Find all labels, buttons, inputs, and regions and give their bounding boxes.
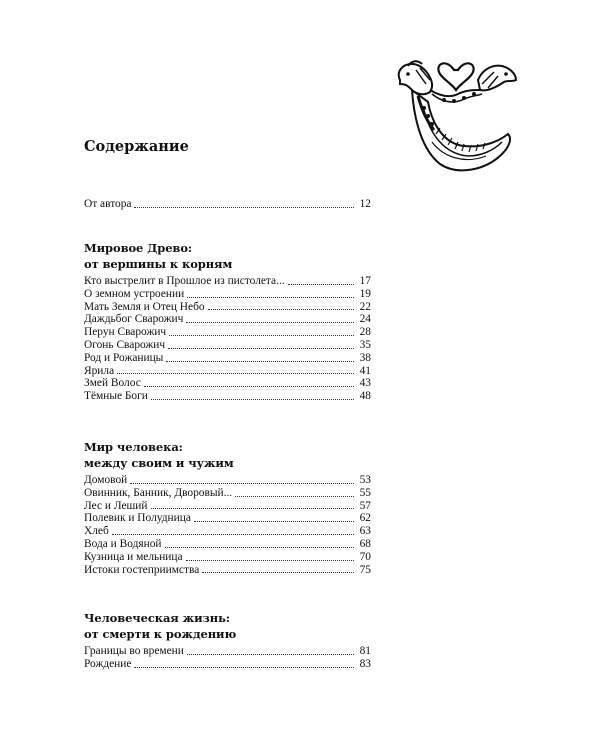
toc-entry-page: 38 <box>359 351 371 364</box>
toc-leader-dots <box>134 206 354 208</box>
toc-entry-title: Кто выстрелит в Прошлое из пистолета... <box>84 275 285 287</box>
toc-section-tree <box>84 241 371 403</box>
toc-leader-dots <box>151 507 355 509</box>
toc-entry[interactable] <box>84 487 371 500</box>
toc-entry[interactable] <box>84 288 371 301</box>
toc-entry[interactable] <box>84 377 371 390</box>
toc-entry-title: Кузница и мельница <box>84 550 183 563</box>
toc-entry[interactable] <box>84 339 371 352</box>
toc-entry-title: Даждьбог Сварожич <box>84 313 184 326</box>
toc-entry-page: 70 <box>359 550 371 563</box>
toc-entry[interactable] <box>84 275 371 288</box>
toc-leader-dots <box>186 321 354 323</box>
toc-entry[interactable] <box>84 658 371 671</box>
section-subheading: между своим и чужим <box>84 456 234 470</box>
toc-entry-title: Мать Земля и Отец Небо <box>84 300 205 313</box>
toc-entry[interactable] <box>84 390 371 403</box>
toc-entry-page: 81 <box>359 645 371 657</box>
toc-entry-title: Змей Волос <box>84 377 141 390</box>
section-subheading: от вершины к корням <box>84 257 233 271</box>
toc-entry[interactable] <box>84 512 371 525</box>
toc-entry-title: Рождение <box>84 657 132 670</box>
section-subheading: от смерти к рождению <box>84 627 237 641</box>
page-title: Содержание <box>84 138 189 155</box>
toc-entry-page: 28 <box>359 326 371 339</box>
horse-boat-ornament-icon <box>378 50 538 180</box>
section-heading: Человеческая жизнь: <box>84 611 230 625</box>
toc-entry[interactable] <box>84 525 371 538</box>
section-heading: Мир человека: <box>84 440 183 454</box>
toc-leader-dots <box>144 385 354 387</box>
toc-leader-dots <box>187 653 354 655</box>
toc-entry[interactable] <box>84 474 371 487</box>
toc-leader-dots <box>194 520 354 522</box>
toc-entry-page: 19 <box>359 287 371 300</box>
toc-entry[interactable] <box>84 551 371 564</box>
toc-entry-page: 17 <box>359 275 371 287</box>
toc-entry-page: 41 <box>359 364 371 377</box>
toc-entry[interactable] <box>84 313 371 326</box>
toc-leader-dots <box>112 533 354 535</box>
toc-entry-page: 57 <box>359 499 371 512</box>
toc-leader-dots <box>288 283 354 285</box>
toc-entry-page: 63 <box>359 525 371 538</box>
toc-entry[interactable] <box>84 564 371 577</box>
section-heading: Мировое Древо: <box>84 241 193 255</box>
toc-entry-page: 12 <box>359 198 371 210</box>
toc-entry-title: От автора <box>84 198 132 210</box>
toc-leader-dots <box>166 360 354 362</box>
toc-leader-dots <box>168 347 354 349</box>
toc-section-man <box>84 440 371 576</box>
toc-leader-dots <box>130 482 354 484</box>
toc-entry-title: О земном устроении <box>84 287 185 300</box>
toc-entry-title: Лес и Леший <box>84 499 148 512</box>
toc-entry-page: 24 <box>359 313 371 326</box>
toc-leader-dots <box>208 308 354 310</box>
toc-entry-title: Истоки гостеприимства <box>84 563 200 576</box>
toc-entry[interactable] <box>84 538 371 551</box>
toc-leader-dots <box>235 495 354 497</box>
toc-entry-page: 53 <box>359 474 371 486</box>
toc-entry-page: 43 <box>359 377 371 390</box>
toc-entry-page: 68 <box>359 537 371 550</box>
toc-leader-dots <box>117 372 354 374</box>
toc-leader-dots <box>202 571 354 573</box>
toc-entry-page: 48 <box>359 390 371 403</box>
toc-leader-dots <box>151 398 354 400</box>
toc-section-life <box>84 611 371 671</box>
toc-leader-dots <box>186 559 354 561</box>
toc-leader-dots <box>169 334 354 336</box>
toc-entry-page: 35 <box>359 338 371 351</box>
toc-entry[interactable] <box>84 352 371 365</box>
toc-entry-title: Полевик и Полудница <box>84 512 191 525</box>
toc-entry-title: Овинник, Банник, Дворовый... <box>84 486 233 499</box>
toc-entry-title: Ярила <box>84 364 115 377</box>
toc-entry-page: 22 <box>359 300 371 313</box>
toc-entry-title: Домовой <box>84 474 128 486</box>
toc-section-intro <box>84 198 371 211</box>
toc-entry-title: Вода и Водяной <box>84 537 162 550</box>
toc-entry-title: Огонь Сварожич <box>84 338 166 351</box>
toc-entry[interactable] <box>84 301 371 314</box>
toc-entry[interactable] <box>84 500 371 513</box>
toc-entry[interactable] <box>84 365 371 378</box>
toc-entry[interactable] <box>84 326 371 339</box>
toc-entry-title: Тёмные Боги <box>84 390 148 403</box>
toc-entry[interactable] <box>84 645 371 658</box>
toc-entry-page: 55 <box>359 486 371 499</box>
toc-entry-page: 75 <box>359 563 371 576</box>
toc-entry-title: Перун Сварожич <box>84 326 167 339</box>
toc-entry-title: Границы во времени <box>84 645 184 657</box>
toc-entry-page: 83 <box>359 657 371 670</box>
toc-entry-title: Хлеб <box>84 525 109 538</box>
toc-entry[interactable] <box>84 198 371 211</box>
toc-entry-title: Род и Рожаницы <box>84 351 164 364</box>
toc-leader-dots <box>165 546 355 548</box>
toc-entry-page: 62 <box>359 512 371 525</box>
toc-leader-dots <box>187 296 354 298</box>
toc-leader-dots <box>134 666 354 668</box>
